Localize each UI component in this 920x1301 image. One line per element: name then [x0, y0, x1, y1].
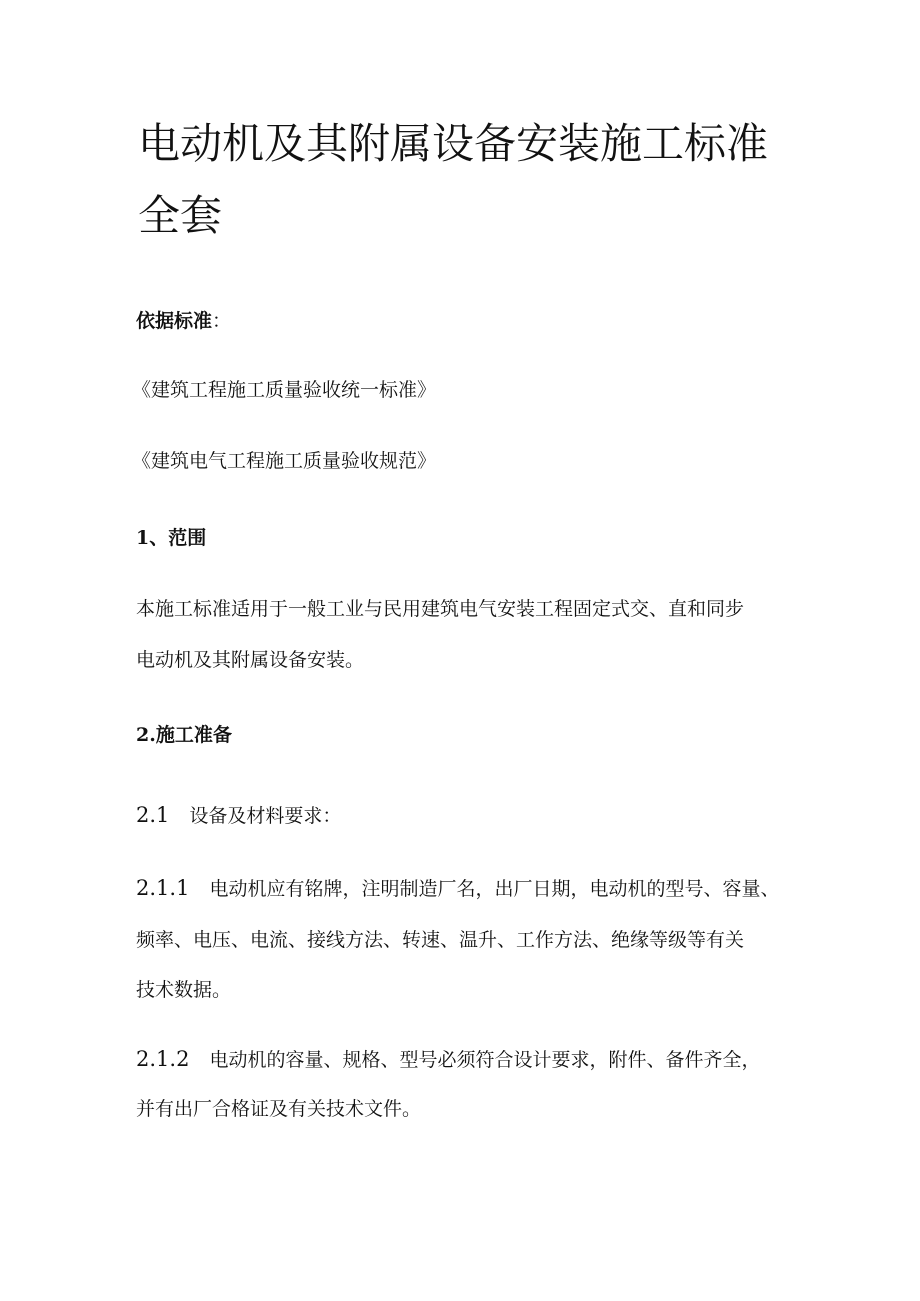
section-1-body-line-1: 本施工标准适用于一般工业与民用建筑电气安装工程固定式交、直和同步: [136, 598, 745, 620]
item-2-1-1-text: 电动机应有铭牌，注明制造厂名，出厂日期，电动机的型号、容量、: [209, 878, 780, 900]
section-1-title: 范围: [168, 527, 207, 549]
item-2-1-2-line-2: 并有出厂合格证及有关技术文件。: [136, 1098, 422, 1120]
basis-heading: [136, 309, 231, 333]
item-2-1-1-number: 2.1.1: [136, 876, 190, 900]
standard-reference-2: 《建筑电气工程施工质量验收规范》: [132, 450, 437, 472]
item-2-1-1-line-3: 技术数据。: [136, 979, 232, 1001]
title-line-2: 全套: [138, 191, 223, 240]
item-2-1-2-line-1: [136, 1047, 760, 1072]
section-2-heading: [136, 723, 232, 747]
title-line-1: 电动机及其附属设备安装施工标准: [138, 119, 769, 168]
basis-label: 依据标准: [136, 310, 213, 332]
section-1-heading: [136, 526, 206, 550]
section-1-body-line-2: 电动机及其附属设备安装。: [136, 649, 365, 671]
document-title: [138, 108, 798, 252]
item-2-1: [136, 803, 341, 828]
item-2-1-number: 2.1: [136, 803, 170, 827]
section-2-number: 2.: [136, 724, 156, 746]
section-1-number: 1: [136, 527, 150, 549]
item-2-1-2-number: 2.1.2: [136, 1047, 190, 1071]
section-2-title: 施工准备: [155, 724, 232, 746]
item-2-1-2-text: 电动机的容量、规格、型号必须符合设计要求，附件、备件齐全，: [209, 1049, 761, 1071]
item-2-1-text: 设备及材料要求：: [189, 805, 342, 827]
item-2-1-1-line-1: [136, 876, 779, 901]
section-1-separator: 、: [149, 527, 169, 549]
basis-colon: ：: [212, 310, 232, 332]
standard-reference-1: 《建筑工程施工质量验收统一标准》: [132, 379, 437, 401]
item-2-1-1-line-2: 频率、电压、电流、接线方法、转速、温升、工作方法、绝缘等级等有关: [136, 929, 745, 951]
